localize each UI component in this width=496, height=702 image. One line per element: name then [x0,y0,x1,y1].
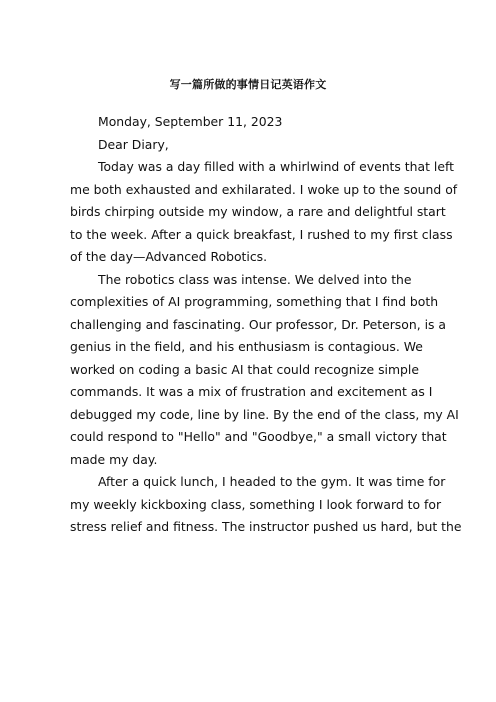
text-line: of the day—Advanced Robotics. [70,249,268,264]
text-line: worked on coding a basic AI that could recognize simple [70,361,419,377]
text-line: birds chirping outside my window, a rare and delightful start [70,204,446,219]
document-title: 写一篇所做的事情日记英语作文 [169,78,327,91]
text-line: my weekly kickboxing class, something I look forward to for [70,496,442,512]
text-line: could respond to "Hello" and "Goodbye," a small victory that [70,429,447,444]
text-line: to the week. After a quick breakfast, I rushed to my first class [70,226,453,242]
text-line: The robotics class was intense. We delved into the [98,271,412,287]
text-line: Dear Diary, [98,136,169,152]
text-line: Today was a day filled with a whirlwind of events that left [98,159,454,174]
text-line: Monday, September 11, 2023 [98,114,283,129]
text-line: genius in the field, and his enthusiasm is contagious. We [70,339,423,354]
text-line: challenging and fascinating. Our professor, Dr. Peterson, is a [70,316,446,332]
text-line: complexities of AI programming, something that I find both [70,294,439,309]
text-line: made my day. [70,451,158,467]
text-line: After a quick lunch, I headed to the gym. It was time for [98,474,446,489]
text-line: debugged my code, line by line. By the end of the class, my AI [70,406,459,422]
text-line: stress relief and fitness. The instructor pushed us hard, but the [70,519,462,534]
text-line: me both exhausted and exhilarated. I woke up to the sound of [70,181,458,197]
text-line: commands. It was a mix of frustration and excitement as I [70,384,433,399]
diary-body [70,111,462,539]
